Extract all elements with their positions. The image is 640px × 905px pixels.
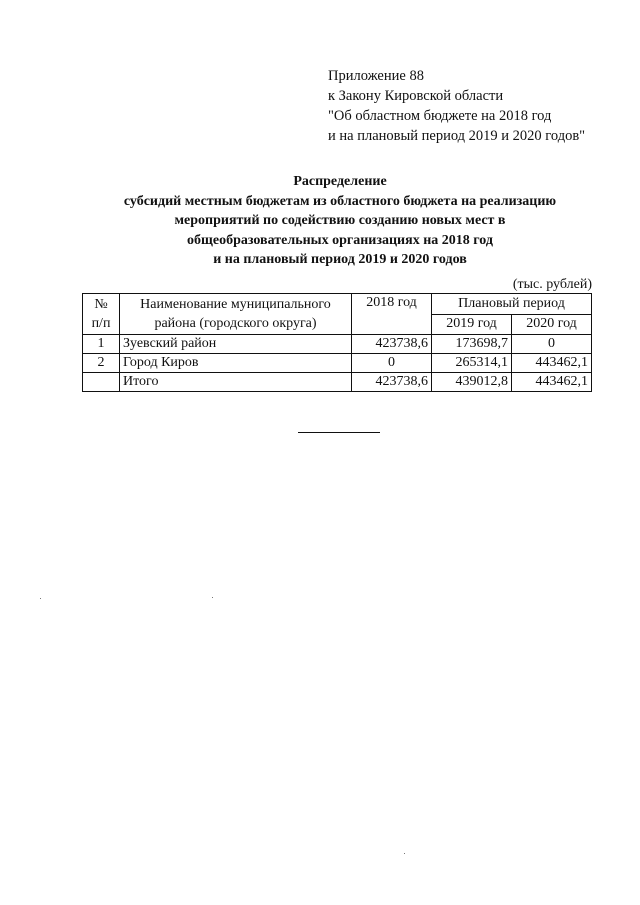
row-name: Зуевский район <box>120 335 352 354</box>
row-name: Город Киров <box>120 354 352 373</box>
title-line-5: и на плановый период 2019 и 2020 годов <box>213 252 467 267</box>
header-num <box>83 294 120 335</box>
row-value-2018: 0 <box>352 354 432 373</box>
title-line-1: Распределение <box>293 174 387 189</box>
row-value-2020: 0 <box>512 335 592 354</box>
appendix-line-number: Приложение 88 <box>328 68 424 84</box>
scan-speck <box>212 597 213 598</box>
header-name <box>120 294 352 335</box>
header-name-line-1: Наименование муниципального <box>140 297 331 312</box>
units-label: (тыс. рублей) <box>512 277 592 292</box>
table-row <box>83 335 592 354</box>
scan-speck <box>404 853 405 854</box>
header-2020: 2020 год <box>512 314 592 335</box>
total-num <box>83 373 120 392</box>
total-value-2018: 423738,6 <box>352 373 432 392</box>
title-line-3: мероприятий по содействию созданию новых мест в <box>174 213 506 228</box>
appendix-block <box>328 66 585 146</box>
total-value-2020: 443462,1 <box>512 373 592 392</box>
table-row <box>83 354 592 373</box>
row-num: 1 <box>83 335 120 354</box>
header-num-line-1: № <box>94 297 108 312</box>
row-num: 2 <box>83 354 120 373</box>
total-value-2019: 439012,8 <box>432 373 512 392</box>
row-value-2019: 265314,1 <box>432 354 512 373</box>
appendix-line-law: к Закону Кировской области <box>328 88 504 104</box>
title-line-4: общеобразовательных организациях на 2018 год <box>187 232 493 248</box>
header-2019: 2019 год <box>432 314 512 335</box>
row-value-2020: 443462,1 <box>512 354 592 373</box>
scan-speck <box>40 598 41 599</box>
header-2018: 2018 год <box>352 294 432 335</box>
row-value-2019: 173698,7 <box>432 335 512 354</box>
subsidies-table <box>82 293 592 392</box>
header-planned-period: Плановый период <box>432 294 592 315</box>
header-name-line-2: района (городского округа) <box>154 316 317 331</box>
appendix-line-budget: "Об областном бюджете на 2018 год <box>328 108 552 124</box>
table-total-row <box>83 373 592 392</box>
table-header-row-1 <box>83 294 592 315</box>
row-value-2018: 423738,6 <box>352 335 432 354</box>
total-label: Итого <box>120 373 352 392</box>
title-line-2: субсидий местным бюджетам из областного бюджета на реализацию <box>123 193 557 209</box>
document-title <box>60 172 620 270</box>
end-rule <box>298 432 380 433</box>
header-num-line-2: п/п <box>91 316 111 331</box>
appendix-line-period: и на плановый период 2019 и 2020 годов" <box>328 128 586 144</box>
